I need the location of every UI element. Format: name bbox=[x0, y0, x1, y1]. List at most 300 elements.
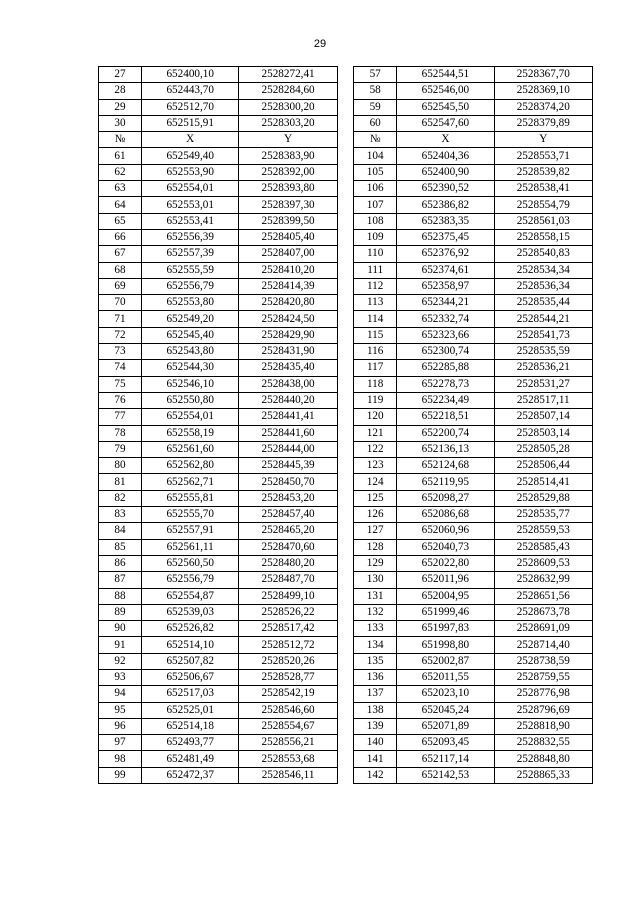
table-row bbox=[99, 99, 593, 115]
point-number-cell: 117 bbox=[354, 360, 397, 376]
y-coordinate-cell: 2528435,40 bbox=[239, 360, 337, 376]
x-coordinate-cell: 652554,01 bbox=[142, 181, 239, 197]
x-coordinate-cell: 652234,49 bbox=[397, 392, 494, 408]
point-number-cell: 132 bbox=[354, 604, 397, 620]
point-number-cell: 93 bbox=[99, 669, 142, 685]
y-coordinate-cell: 2528487,70 bbox=[239, 572, 337, 588]
point-number-cell: 92 bbox=[99, 653, 142, 669]
x-coordinate-cell: 652553,41 bbox=[142, 213, 239, 229]
point-number-cell: 76 bbox=[99, 392, 142, 408]
table-row bbox=[99, 458, 593, 474]
table-row bbox=[99, 197, 593, 213]
y-coordinate-cell: 2528392,00 bbox=[239, 164, 337, 180]
x-coordinate-cell: 652555,81 bbox=[142, 490, 239, 506]
point-number-cell: 136 bbox=[354, 669, 397, 685]
y-coordinate-cell: 2528367,70 bbox=[494, 67, 592, 83]
x-coordinate-cell: 652200,74 bbox=[397, 425, 494, 441]
x-coordinate-cell: 652300,74 bbox=[397, 344, 494, 360]
x-coordinate-cell: 652493,77 bbox=[142, 735, 239, 751]
x-coordinate-cell: 652443,70 bbox=[142, 83, 239, 99]
x-coordinate-cell: 652557,91 bbox=[142, 523, 239, 539]
point-number-cell: 105 bbox=[354, 164, 397, 180]
column-gap bbox=[337, 718, 353, 734]
point-number-cell: 104 bbox=[354, 148, 397, 164]
column-gap bbox=[337, 751, 353, 767]
x-coordinate-cell: 652086,68 bbox=[397, 507, 494, 523]
point-number-cell: 133 bbox=[354, 621, 397, 637]
point-number-cell: 126 bbox=[354, 507, 397, 523]
table-row bbox=[99, 555, 593, 571]
column-gap bbox=[337, 539, 353, 555]
table-header-row bbox=[99, 132, 593, 148]
point-number-cell: 90 bbox=[99, 621, 142, 637]
table-row bbox=[99, 653, 593, 669]
x-coordinate-cell: 652525,01 bbox=[142, 702, 239, 718]
x-coordinate-cell: 652506,67 bbox=[142, 669, 239, 685]
x-coordinate-cell: 652514,10 bbox=[142, 637, 239, 653]
point-number-cell: 63 bbox=[99, 181, 142, 197]
point-number-cell: 30 bbox=[99, 115, 142, 131]
table-row bbox=[99, 262, 593, 278]
point-number-cell: 78 bbox=[99, 425, 142, 441]
column-gap bbox=[337, 572, 353, 588]
y-coordinate-cell: 2528544,21 bbox=[494, 311, 592, 327]
table-row bbox=[99, 181, 593, 197]
point-number-cell: 116 bbox=[354, 344, 397, 360]
y-coordinate-cell: 2528407,00 bbox=[239, 246, 337, 262]
point-number-cell: 111 bbox=[354, 262, 397, 278]
x-coordinate-cell: 652060,96 bbox=[397, 523, 494, 539]
column-gap bbox=[337, 490, 353, 506]
y-coordinate-cell: 2528405,40 bbox=[239, 229, 337, 245]
y-coordinate-cell: 2528526,22 bbox=[239, 604, 337, 620]
table-row bbox=[99, 246, 593, 262]
x-coordinate-cell: 652386,82 bbox=[397, 197, 494, 213]
y-coordinate-cell: 2528517,42 bbox=[239, 621, 337, 637]
point-number-cell: 73 bbox=[99, 344, 142, 360]
table-row bbox=[99, 327, 593, 343]
x-coordinate-cell: 652011,55 bbox=[397, 669, 494, 685]
column-gap bbox=[337, 164, 353, 180]
x-coordinate-cell: 652390,52 bbox=[397, 181, 494, 197]
point-number-cell: 67 bbox=[99, 246, 142, 262]
y-coordinate-cell: 2528542,19 bbox=[239, 686, 337, 702]
x-coordinate-cell: 652555,70 bbox=[142, 507, 239, 523]
x-coordinate-cell: 652526,82 bbox=[142, 621, 239, 637]
table-row bbox=[99, 376, 593, 392]
point-number-cell: 127 bbox=[354, 523, 397, 539]
page-number: 29 bbox=[313, 38, 327, 50]
y-coordinate-cell: 2528553,71 bbox=[494, 148, 592, 164]
y-coordinate-cell: 2528585,43 bbox=[494, 539, 592, 555]
y-coordinate-cell: 2528535,44 bbox=[494, 295, 592, 311]
point-number-cell: 27 bbox=[99, 67, 142, 83]
x-coordinate-cell: 652515,91 bbox=[142, 115, 239, 131]
x-coordinate-cell: 652562,80 bbox=[142, 458, 239, 474]
x-coordinate-cell: 652553,80 bbox=[142, 295, 239, 311]
table-row bbox=[99, 474, 593, 490]
table-row bbox=[99, 148, 593, 164]
point-number-cell: 80 bbox=[99, 458, 142, 474]
y-coordinate-cell: 2528414,39 bbox=[239, 278, 337, 294]
x-coordinate-cell: 652545,50 bbox=[397, 99, 494, 115]
column-gap bbox=[337, 197, 353, 213]
x-coordinate-cell: 652545,40 bbox=[142, 327, 239, 343]
y-coordinate-cell: 2528534,34 bbox=[494, 262, 592, 278]
y-coordinate-cell: 2528673,78 bbox=[494, 604, 592, 620]
y-coordinate-cell: 2528420,80 bbox=[239, 295, 337, 311]
y-coordinate-cell: 2528554,79 bbox=[494, 197, 592, 213]
y-coordinate-cell: 2528559,53 bbox=[494, 523, 592, 539]
point-number-cell: 98 bbox=[99, 751, 142, 767]
point-number-cell: 129 bbox=[354, 555, 397, 571]
y-coordinate-cell: 2528431,90 bbox=[239, 344, 337, 360]
table-row bbox=[99, 213, 593, 229]
point-number-cell: 85 bbox=[99, 539, 142, 555]
column-gap bbox=[337, 425, 353, 441]
point-number-cell: 79 bbox=[99, 441, 142, 457]
point-number-cell: 29 bbox=[99, 99, 142, 115]
y-coordinate-cell: 2528832,55 bbox=[494, 735, 592, 751]
y-coordinate-cell: 2528535,77 bbox=[494, 507, 592, 523]
table-row bbox=[99, 229, 593, 245]
point-number-cell: 61 bbox=[99, 148, 142, 164]
y-coordinate-cell: 2528410,20 bbox=[239, 262, 337, 278]
x-coordinate-cell: 652550,80 bbox=[142, 392, 239, 408]
x-coordinate-cell: 652358,97 bbox=[397, 278, 494, 294]
x-coordinate-cell: 652547,60 bbox=[397, 115, 494, 131]
x-coordinate-cell: 652098,27 bbox=[397, 490, 494, 506]
table-row bbox=[99, 539, 593, 555]
y-coordinate-cell: 2528440,20 bbox=[239, 392, 337, 408]
y-coordinate-cell: 2528546,11 bbox=[239, 767, 337, 783]
header-x-cell: X bbox=[142, 132, 239, 148]
point-number-cell: 142 bbox=[354, 767, 397, 783]
point-number-cell: 109 bbox=[354, 229, 397, 245]
x-coordinate-cell: 651997,83 bbox=[397, 621, 494, 637]
point-number-cell: 86 bbox=[99, 555, 142, 571]
y-coordinate-cell: 2528531,27 bbox=[494, 376, 592, 392]
table-row bbox=[99, 751, 593, 767]
header-y-cell: Y bbox=[239, 132, 337, 148]
column-gap bbox=[337, 702, 353, 718]
point-number-cell: 135 bbox=[354, 653, 397, 669]
header-number-cell: № bbox=[354, 132, 397, 148]
point-number-cell: 68 bbox=[99, 262, 142, 278]
x-coordinate-cell: 652011,96 bbox=[397, 572, 494, 588]
x-coordinate-cell: 652562,71 bbox=[142, 474, 239, 490]
x-coordinate-cell: 652544,51 bbox=[397, 67, 494, 83]
y-coordinate-cell: 2528865,33 bbox=[494, 767, 592, 783]
table-row bbox=[99, 83, 593, 99]
x-coordinate-cell: 652555,59 bbox=[142, 262, 239, 278]
table-row bbox=[99, 311, 593, 327]
point-number-cell: 96 bbox=[99, 718, 142, 734]
table-row bbox=[99, 686, 593, 702]
x-coordinate-cell: 652549,40 bbox=[142, 148, 239, 164]
x-coordinate-cell: 652117,14 bbox=[397, 751, 494, 767]
column-gap bbox=[337, 376, 353, 392]
column-gap bbox=[337, 669, 353, 685]
column-gap bbox=[337, 148, 353, 164]
table-row bbox=[99, 523, 593, 539]
column-gap bbox=[337, 604, 353, 620]
column-gap bbox=[337, 637, 353, 653]
x-coordinate-cell: 652543,80 bbox=[142, 344, 239, 360]
point-number-cell: 141 bbox=[354, 751, 397, 767]
point-number-cell: 70 bbox=[99, 295, 142, 311]
table-row bbox=[99, 360, 593, 376]
point-number-cell: 137 bbox=[354, 686, 397, 702]
y-coordinate-cell: 2528539,82 bbox=[494, 164, 592, 180]
y-coordinate-cell: 2528284,60 bbox=[239, 83, 337, 99]
x-coordinate-cell: 652560,50 bbox=[142, 555, 239, 571]
column-gap bbox=[337, 686, 353, 702]
x-coordinate-cell: 652119,95 bbox=[397, 474, 494, 490]
y-coordinate-cell: 2528272,41 bbox=[239, 67, 337, 83]
y-coordinate-cell: 2528558,15 bbox=[494, 229, 592, 245]
y-coordinate-cell: 2528536,34 bbox=[494, 278, 592, 294]
y-coordinate-cell: 2528535,59 bbox=[494, 344, 592, 360]
point-number-cell: 72 bbox=[99, 327, 142, 343]
x-coordinate-cell: 652404,36 bbox=[397, 148, 494, 164]
x-coordinate-cell: 652544,30 bbox=[142, 360, 239, 376]
x-coordinate-cell: 652553,01 bbox=[142, 197, 239, 213]
y-coordinate-cell: 2528517,11 bbox=[494, 392, 592, 408]
table-row bbox=[99, 295, 593, 311]
x-coordinate-cell: 652507,82 bbox=[142, 653, 239, 669]
y-coordinate-cell: 2528546,60 bbox=[239, 702, 337, 718]
y-coordinate-cell: 2528369,10 bbox=[494, 83, 592, 99]
table-row bbox=[99, 278, 593, 294]
column-gap bbox=[337, 360, 353, 376]
point-number-cell: 74 bbox=[99, 360, 142, 376]
x-coordinate-cell: 652375,45 bbox=[397, 229, 494, 245]
y-coordinate-cell: 2528556,21 bbox=[239, 735, 337, 751]
table-row bbox=[99, 441, 593, 457]
x-coordinate-cell: 652344,21 bbox=[397, 295, 494, 311]
y-coordinate-cell: 2528303,20 bbox=[239, 115, 337, 131]
column-gap bbox=[337, 653, 353, 669]
point-number-cell: 114 bbox=[354, 311, 397, 327]
table-row bbox=[99, 409, 593, 425]
point-number-cell: 130 bbox=[354, 572, 397, 588]
point-number-cell: 131 bbox=[354, 588, 397, 604]
x-coordinate-cell: 652022,80 bbox=[397, 555, 494, 571]
y-coordinate-cell: 2528383,90 bbox=[239, 148, 337, 164]
point-number-cell: 57 bbox=[354, 67, 397, 83]
y-coordinate-cell: 2528514,41 bbox=[494, 474, 592, 490]
point-number-cell: 64 bbox=[99, 197, 142, 213]
x-coordinate-cell: 652374,61 bbox=[397, 262, 494, 278]
x-coordinate-cell: 652539,03 bbox=[142, 604, 239, 620]
point-number-cell: 84 bbox=[99, 523, 142, 539]
column-gap bbox=[337, 507, 353, 523]
point-number-cell: 140 bbox=[354, 735, 397, 751]
column-gap bbox=[337, 213, 353, 229]
x-coordinate-cell: 652383,35 bbox=[397, 213, 494, 229]
x-coordinate-cell: 652512,70 bbox=[142, 99, 239, 115]
x-coordinate-cell: 652093,45 bbox=[397, 735, 494, 751]
point-number-cell: 112 bbox=[354, 278, 397, 294]
column-gap bbox=[337, 115, 353, 131]
column-gap bbox=[337, 83, 353, 99]
point-number-cell: 118 bbox=[354, 376, 397, 392]
point-number-cell: 139 bbox=[354, 718, 397, 734]
x-coordinate-cell: 652558,19 bbox=[142, 425, 239, 441]
x-coordinate-cell: 652002,87 bbox=[397, 653, 494, 669]
point-number-cell: 91 bbox=[99, 637, 142, 653]
y-coordinate-cell: 2528399,50 bbox=[239, 213, 337, 229]
x-coordinate-cell: 651999,46 bbox=[397, 604, 494, 620]
y-coordinate-cell: 2528505,28 bbox=[494, 441, 592, 457]
x-coordinate-cell: 652218,51 bbox=[397, 409, 494, 425]
column-gap bbox=[337, 458, 353, 474]
column-gap bbox=[337, 262, 353, 278]
column-gap bbox=[337, 132, 353, 148]
point-number-cell: 59 bbox=[354, 99, 397, 115]
x-coordinate-cell: 652285,88 bbox=[397, 360, 494, 376]
y-coordinate-cell: 2528480,20 bbox=[239, 555, 337, 571]
x-coordinate-cell: 652481,49 bbox=[142, 751, 239, 767]
x-coordinate-cell: 652561,60 bbox=[142, 441, 239, 457]
y-coordinate-cell: 2528441,60 bbox=[239, 425, 337, 441]
table-row bbox=[99, 588, 593, 604]
x-coordinate-cell: 652556,39 bbox=[142, 229, 239, 245]
y-coordinate-cell: 2528738,59 bbox=[494, 653, 592, 669]
y-coordinate-cell: 2528444,00 bbox=[239, 441, 337, 457]
x-coordinate-cell: 652136,13 bbox=[397, 441, 494, 457]
table-row bbox=[99, 490, 593, 506]
y-coordinate-cell: 2528397,30 bbox=[239, 197, 337, 213]
point-number-cell: 94 bbox=[99, 686, 142, 702]
column-gap bbox=[337, 278, 353, 294]
x-coordinate-cell: 652323,66 bbox=[397, 327, 494, 343]
x-coordinate-cell: 652004,95 bbox=[397, 588, 494, 604]
point-number-cell: 107 bbox=[354, 197, 397, 213]
y-coordinate-cell: 2528541,73 bbox=[494, 327, 592, 343]
y-coordinate-cell: 2528379,89 bbox=[494, 115, 592, 131]
point-number-cell: 119 bbox=[354, 392, 397, 408]
table-row bbox=[99, 425, 593, 441]
coordinates-table-body bbox=[99, 67, 593, 784]
point-number-cell: 115 bbox=[354, 327, 397, 343]
table-row bbox=[99, 718, 593, 734]
point-number-cell: 95 bbox=[99, 702, 142, 718]
y-coordinate-cell: 2528429,90 bbox=[239, 327, 337, 343]
table-row bbox=[99, 164, 593, 180]
x-coordinate-cell: 652045,24 bbox=[397, 702, 494, 718]
column-gap bbox=[337, 735, 353, 751]
y-coordinate-cell: 2528424,50 bbox=[239, 311, 337, 327]
y-coordinate-cell: 2528632,99 bbox=[494, 572, 592, 588]
column-gap bbox=[337, 246, 353, 262]
table-row bbox=[99, 604, 593, 620]
column-gap bbox=[337, 311, 353, 327]
x-coordinate-cell: 652376,92 bbox=[397, 246, 494, 262]
x-coordinate-cell: 652554,01 bbox=[142, 409, 239, 425]
y-coordinate-cell: 2528506,44 bbox=[494, 458, 592, 474]
y-coordinate-cell: 2528528,77 bbox=[239, 669, 337, 685]
header-y-cell: Y bbox=[494, 132, 592, 148]
point-number-cell: 122 bbox=[354, 441, 397, 457]
column-gap bbox=[337, 474, 353, 490]
table-row bbox=[99, 637, 593, 653]
x-coordinate-cell: 652514,18 bbox=[142, 718, 239, 734]
y-coordinate-cell: 2528520,26 bbox=[239, 653, 337, 669]
x-coordinate-cell: 652040,73 bbox=[397, 539, 494, 555]
point-number-cell: 58 bbox=[354, 83, 397, 99]
table-row bbox=[99, 67, 593, 83]
y-coordinate-cell: 2528457,40 bbox=[239, 507, 337, 523]
x-coordinate-cell: 651998,80 bbox=[397, 637, 494, 653]
x-coordinate-cell: 652278,73 bbox=[397, 376, 494, 392]
y-coordinate-cell: 2528499,10 bbox=[239, 588, 337, 604]
column-gap bbox=[337, 588, 353, 604]
y-coordinate-cell: 2528651,56 bbox=[494, 588, 592, 604]
y-coordinate-cell: 2528759,55 bbox=[494, 669, 592, 685]
column-gap bbox=[337, 181, 353, 197]
y-coordinate-cell: 2528691,09 bbox=[494, 621, 592, 637]
table-row bbox=[99, 507, 593, 523]
y-coordinate-cell: 2528445,39 bbox=[239, 458, 337, 474]
column-gap bbox=[337, 621, 353, 637]
point-number-cell: 97 bbox=[99, 735, 142, 751]
column-gap bbox=[337, 555, 353, 571]
point-number-cell: 123 bbox=[354, 458, 397, 474]
x-coordinate-cell: 652517,03 bbox=[142, 686, 239, 702]
y-coordinate-cell: 2528561,03 bbox=[494, 213, 592, 229]
y-coordinate-cell: 2528374,20 bbox=[494, 99, 592, 115]
column-gap bbox=[337, 295, 353, 311]
column-gap bbox=[337, 767, 353, 783]
x-coordinate-cell: 652071,89 bbox=[397, 718, 494, 734]
x-coordinate-cell: 652124,68 bbox=[397, 458, 494, 474]
header-x-cell: X bbox=[397, 132, 494, 148]
y-coordinate-cell: 2528453,20 bbox=[239, 490, 337, 506]
point-number-cell: 65 bbox=[99, 213, 142, 229]
table-row bbox=[99, 344, 593, 360]
column-gap bbox=[337, 229, 353, 245]
point-number-cell: 62 bbox=[99, 164, 142, 180]
point-number-cell: 66 bbox=[99, 229, 142, 245]
point-number-cell: 87 bbox=[99, 572, 142, 588]
column-gap bbox=[337, 67, 353, 83]
point-number-cell: 113 bbox=[354, 295, 397, 311]
point-number-cell: 83 bbox=[99, 507, 142, 523]
column-gap bbox=[337, 409, 353, 425]
point-number-cell: 106 bbox=[354, 181, 397, 197]
y-coordinate-cell: 2528554,67 bbox=[239, 718, 337, 734]
x-coordinate-cell: 652549,20 bbox=[142, 311, 239, 327]
point-number-cell: 120 bbox=[354, 409, 397, 425]
y-coordinate-cell: 2528609,53 bbox=[494, 555, 592, 571]
point-number-cell: 125 bbox=[354, 490, 397, 506]
x-coordinate-cell: 652556,79 bbox=[142, 572, 239, 588]
x-coordinate-cell: 652556,79 bbox=[142, 278, 239, 294]
point-number-cell: 71 bbox=[99, 311, 142, 327]
y-coordinate-cell: 2528818,90 bbox=[494, 718, 592, 734]
coordinates-table bbox=[98, 66, 593, 784]
x-coordinate-cell: 652142,53 bbox=[397, 767, 494, 783]
point-number-cell: 69 bbox=[99, 278, 142, 294]
x-coordinate-cell: 652554,87 bbox=[142, 588, 239, 604]
column-gap bbox=[337, 441, 353, 457]
point-number-cell: 124 bbox=[354, 474, 397, 490]
x-coordinate-cell: 652472,37 bbox=[142, 767, 239, 783]
y-coordinate-cell: 2528714,40 bbox=[494, 637, 592, 653]
point-number-cell: 89 bbox=[99, 604, 142, 620]
